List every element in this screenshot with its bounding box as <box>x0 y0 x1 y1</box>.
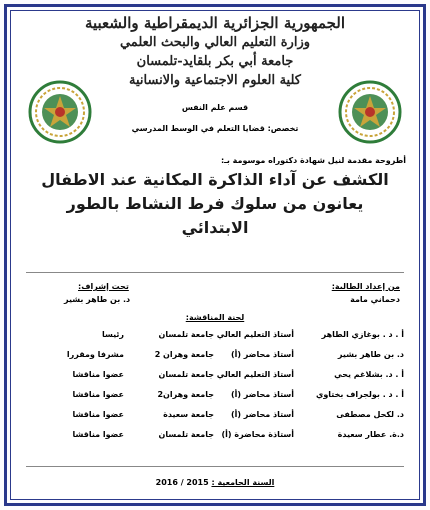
university-logo-left-icon <box>28 80 92 144</box>
university-name: جامعة أبي بكر بلقايد-تلمسان <box>136 54 294 69</box>
specialty-label: تخصص: قضايا التعلم في الوسط المدرسي <box>131 124 299 133</box>
title-line-2: يعانون من سلوك فرط النشاط بالطور <box>66 194 364 213</box>
university-logo-right-icon <box>338 80 402 144</box>
committee-row <box>26 330 404 350</box>
institution-header <box>20 14 410 90</box>
member-university: جامعة وهران2 <box>157 390 214 399</box>
prepared-by-label: من إعداد الطالبة: <box>331 282 400 291</box>
member-university: جامعة سعيدة <box>163 410 214 419</box>
member-university: جامعة وهران 2 <box>154 350 214 359</box>
divider-bottom <box>26 466 404 467</box>
member-university: جامعة تلمسان <box>158 430 214 439</box>
student-name: دحماني مامة <box>350 295 400 304</box>
member-rank: أستاذة محاضرة (أ) <box>221 430 294 439</box>
member-name: أ . د . بولجراف بختاوي <box>316 390 404 399</box>
title-line-3: الابتدائي <box>181 218 249 237</box>
member-role: رئيسا <box>101 330 124 339</box>
member-role: مشرفا ومقررا <box>66 350 124 359</box>
ministry-name: وزارة التعليم العالي والبحث العلمي <box>119 35 311 50</box>
supervisor-label: تحت إشراف: <box>78 282 129 291</box>
member-name: أ . د . بوغازي الطاهر <box>321 330 404 339</box>
member-role: عضوا مناقشا <box>72 430 124 439</box>
committee-row <box>26 370 404 390</box>
title-line-1: الكشف عن آداء الذاكرة المكانية عند الاطفال <box>41 170 389 189</box>
member-role: عضوا مناقشا <box>72 390 124 399</box>
member-role: عضوا مناقشا <box>72 370 124 379</box>
member-rank: أستاذ محاضر (أ) <box>230 390 294 399</box>
committee-row <box>26 390 404 410</box>
committee-title: لجنة المناقشة: <box>185 313 245 322</box>
member-rank: أستاذ محاضر (أ) <box>230 350 294 359</box>
thesis-label: أطروحة مقدمة لنيل شهادة دكتوراه موسومة بـ: <box>220 156 406 165</box>
member-name: د.ة. عطار سعيدة <box>337 430 404 439</box>
member-university: جامعة تلمسان <box>158 370 214 379</box>
supervisor-name: د. بن طاهر بشير <box>64 295 131 304</box>
member-name: أ . د. بشلاغم يحي <box>334 370 404 379</box>
academic-year <box>0 478 430 487</box>
academic-year-value: 2015 / 2016 <box>155 478 209 487</box>
member-name: د. بن طاهر بشير <box>337 350 404 359</box>
member-name: د. لكحل مصطفى <box>336 410 404 419</box>
divider-top <box>26 272 404 273</box>
thesis-title <box>22 168 408 240</box>
faculty-name: كلية العلوم الاجتماعية والانسانية <box>129 73 301 88</box>
member-rank: أستاذ محاضر (أ) <box>230 410 294 419</box>
member-university: جامعة تلمسان <box>158 330 214 339</box>
member-rank: أستاذ التعليم العالي <box>216 370 294 379</box>
committee-row <box>26 410 404 430</box>
committee-row <box>26 430 404 450</box>
committee-table <box>26 330 404 450</box>
republic-name: الجمهورية الجزائرية الديمقراطية والشعبية <box>84 14 346 32</box>
department-label: قسم علم النفس <box>181 103 249 112</box>
academic-year-label: السنة الجامعية : <box>211 478 275 487</box>
member-rank: أستاذ التعليم العالي <box>216 330 294 339</box>
committee-row <box>26 350 404 370</box>
member-role: عضوا مناقشا <box>72 410 124 419</box>
